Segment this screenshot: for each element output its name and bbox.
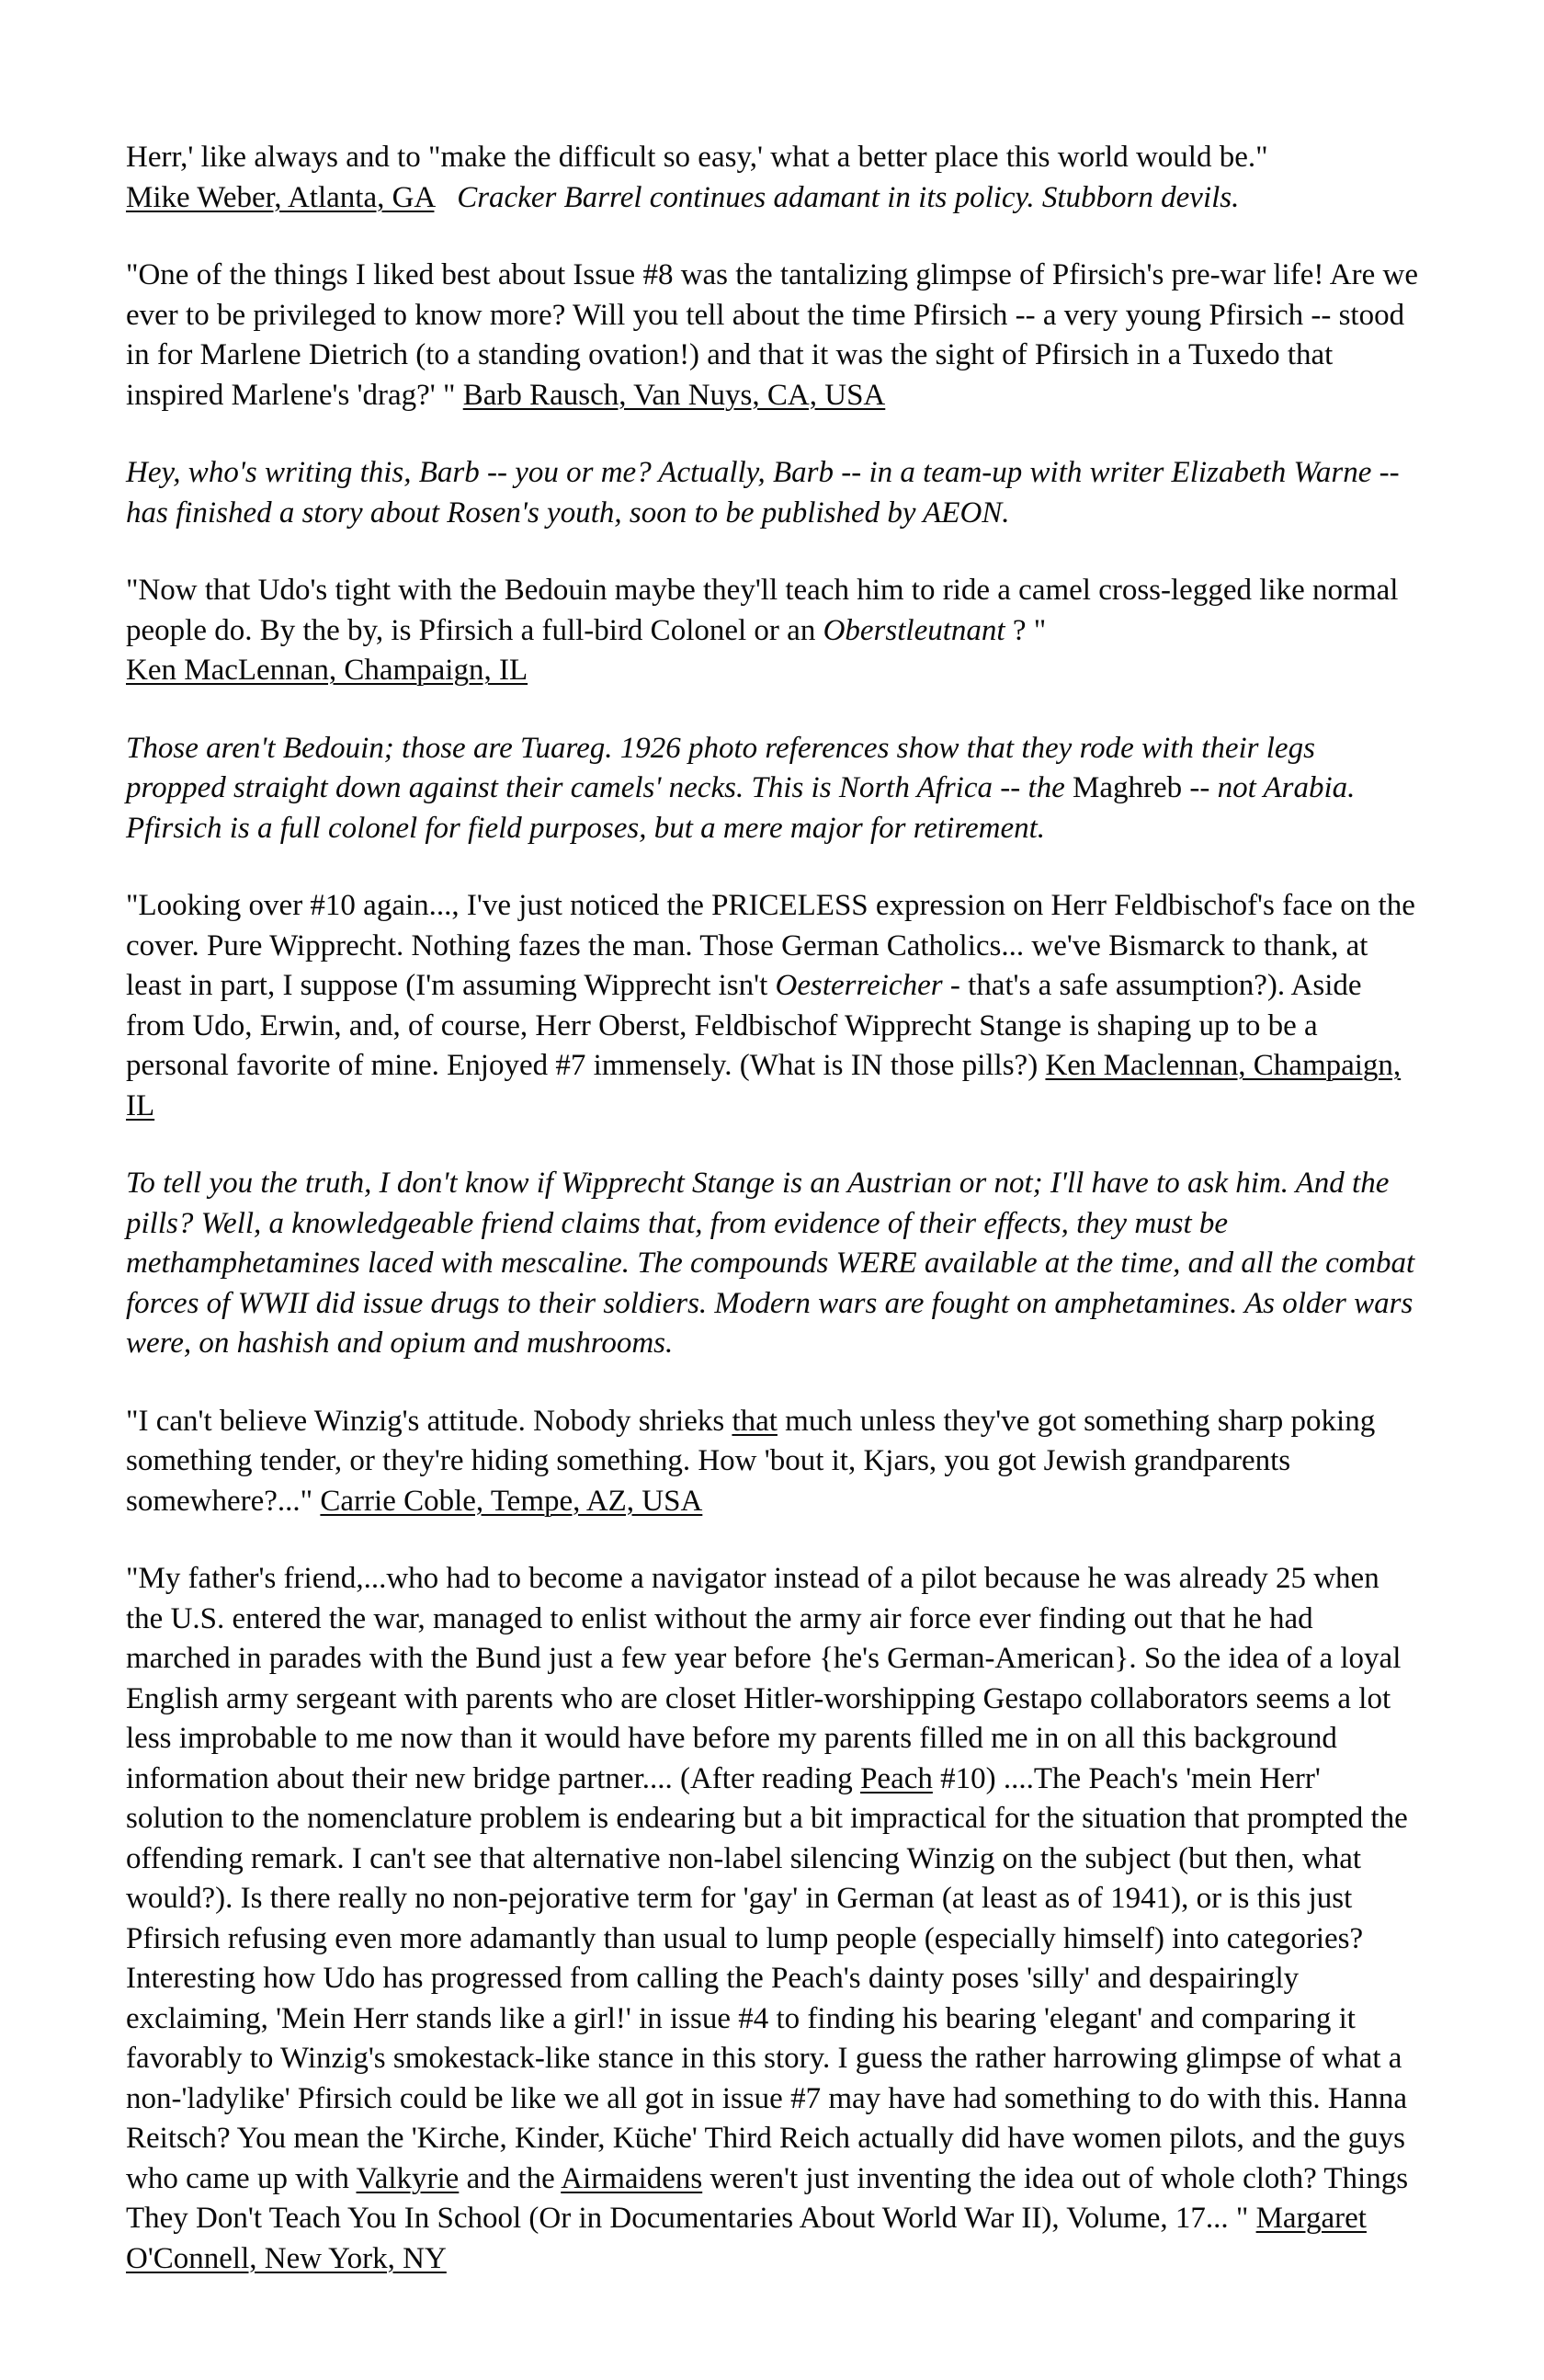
spacer-text <box>434 181 457 214</box>
reply-maclennan-1 <box>126 729 1422 849</box>
letter-maclennan-2 <box>126 886 1422 1126</box>
reply-text: To tell you the truth, I don't know if Wipprecht Stange is an Austrian or not; I'll have to ask him. And the pills? Well, a knowledgeable friend claims that, from evidence of their effects, they must be methamphetamines laced with mescaline. The compounds WERE available at the time, and all the combat forces of WWII did issue drugs to their soldiers. Modern wars are fought on amphetamines. As older wars were, on hashish and opium and mushrooms. <box>126 1167 1415 1360</box>
letter-signature: Margaret O'Connell, New York, NY <box>126 2202 1367 2275</box>
letter-text: "One of the things I liked best about Issue #8 was the tantalizing glimpse of Pfirsich's pre-war life! Are we ever to be privileged to know more? Will you tell about the time Pfirsich -- a very young Pfirsich -- stood in for Marlene Dietrich (to a standing ovation!) and that it was the sight of Pfirsich in a Tuxedo that inspired Marlene's 'drag?' " <box>126 258 1418 412</box>
foreign-term: Oberstleutnant <box>823 613 1005 647</box>
letter-text: - that's a safe assumption?). Aside from Udo, Erwin, and, of course, Herr Oberst, Feldbischof Wipprecht Stange is shaping up to be a personal favorite of mine. Enjoyed #7 immensely. (What is IN those pills?) <box>126 969 1362 1082</box>
letter-oconnell <box>126 1559 1422 2279</box>
letter-text: Herr,' like always and to "make the difficult so easy,' what a better place this world would be." <box>126 141 1268 174</box>
letter-weber-continuation <box>126 138 1422 218</box>
reply-rausch <box>126 453 1422 533</box>
letter-text: "I can't believe Winzig's attitude. Nobody shrieks <box>126 1404 732 1438</box>
letter-signature: Mike Weber, Atlanta, GA <box>126 180 435 214</box>
emphasis-underline: that <box>732 1404 778 1438</box>
reply-text: -- not Arabia. Pfirsich is a full colonel for field purposes, but a mere major for retirement. <box>126 771 1356 845</box>
reply-upright-term: Maghreb <box>1073 771 1183 804</box>
editor-reply-inline: Cracker Barrel continues adamant in its policy. Stubborn devils. <box>457 180 1240 214</box>
letter-text: "Now that Udo's tight with the Bedouin maybe they'll teach him to ride a camel cross-legged like normal people do. By the by, is Pfirsich a full-bird Colonel or an <box>126 574 1399 647</box>
title-underline: Airmaidens <box>561 2161 703 2195</box>
reply-text: Those aren't Bedouin; those are Tuareg. 1926 photo references show that they rode with their legs propped straight down against their camels' necks. This is North Africa -- the <box>126 731 1315 804</box>
letter-coble <box>126 1402 1422 1522</box>
letter-signature: Ken Maclennan, Champaign, IL <box>126 1049 1402 1122</box>
letter-signature: Ken MacLennan, Champaign, IL <box>126 654 528 687</box>
letter-text: and the <box>459 2161 562 2195</box>
letter-text: weren't just inventing the idea out of whole cloth? Things They Don't Teach You In School (Or in Documentaries About World War II), Volume, 17... " <box>126 2161 1409 2235</box>
letter-text: #10) ....The Peach's 'mein Herr' solution to the nomenclature problem is endearing but a bit impractical for the situation that prompted the offending remark. I can't see that alternative non-label silencing Winzig on the subject (but then, what would?). Is there really no non-pejorative term for 'gay' in German (at least as of 1941), or is this just Pfirsich refusing even more adamantly than usual to lump people (especially himself) into categories? Interesting how Udo has progressed from calling the Peach's dainty poses 'silly' and despairingly exclaiming, 'Mein Herr stands like a girl!' in issue #4 to finding his bearing 'elegant' and comparing it favorably to Winzig's smokestack-like stance in this story. I guess the rather harrowing glimpse of what a non-'ladylike' Pfirsich could be like we all got in issue #7 may have had something to do with this. Hanna Reitsch? You mean the 'Kirche, Kinder, Küche' Third Reich actually did have women pilots, and the guys who came up with <box>126 1761 1408 2195</box>
letter-signature: Barb Rausch, Van Nuys, CA, USA <box>462 378 886 412</box>
letters-page <box>126 138 1422 2279</box>
letter-signature: Carrie Coble, Tempe, AZ, USA <box>320 1484 703 1518</box>
letter-text: ? " <box>1005 613 1047 647</box>
letter-rausch <box>126 256 1422 416</box>
reply-maclennan-2 <box>126 1164 1422 1364</box>
letter-text: "Looking over #10 again..., I've just noticed the PRICELESS expression on Herr Feldbischof's face on the cover. Pure Wipprecht. Nothing fazes the man. Those German Catholics... we've Bismarck to thank, at least in part, I suppose (I'm assuming Wipprecht isn't <box>126 889 1415 1002</box>
title-underline: Valkyrie <box>356 2161 460 2195</box>
title-underline: Peach <box>860 1761 933 1795</box>
letter-text: much unless they've got something sharp poking something tender, or they're hiding something. How 'bout it, Kjars, you got Jewish grandparents somewhere?..." <box>126 1404 1376 1518</box>
letter-text: "My father's friend,...who had to become a navigator instead of a pilot because he was already 25 when the U.S. entered the war, managed to enlist without the army air force ever finding out that he had marched in parades with the Bund just a few year before {he's German-American}. So the idea of a loyal English army sergeant with parents who are closet Hitler-worshipping Gestapo collaborators seems a lot less improbable to me now than it would have before my parents filled me in on all this background information about their new bridge partner.... (After reading <box>126 1562 1402 1795</box>
foreign-term: Oesterreicher <box>775 969 943 1002</box>
letter-maclennan-1 <box>126 571 1422 691</box>
reply-text: Hey, who's writing this, Barb -- you or me? Actually, Barb -- in a team-up with writer Elizabeth Warne -- has finished a story about Rosen's youth, soon to be published by AEON. <box>126 456 1400 530</box>
